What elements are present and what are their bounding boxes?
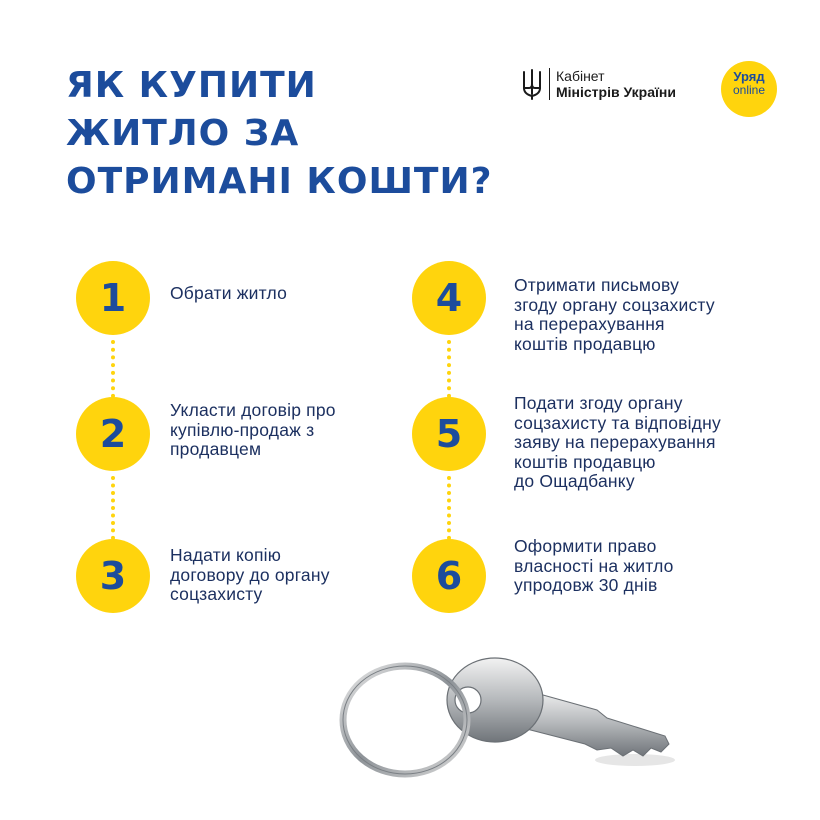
cabinet-logo-line-1: Кабінет xyxy=(556,68,605,84)
step-connector-dots xyxy=(111,476,115,540)
step-2-line-2: купівлю-продаж з xyxy=(170,419,315,440)
step-4-line-1: Отримати письмову xyxy=(514,275,680,295)
step-6-line-3: упродовж 30 днів xyxy=(514,575,658,595)
step-4-text xyxy=(514,276,715,354)
uryad-online-logo xyxy=(721,61,777,117)
step-3-line-2: договору до органу xyxy=(170,564,330,585)
step-4-number: 4 xyxy=(412,261,486,335)
cabinet-of-ministers-logo xyxy=(521,66,676,102)
trident-icon xyxy=(521,68,543,100)
step-2-line-1: Укласти договір про xyxy=(170,400,336,420)
step-5-text xyxy=(514,394,721,492)
step-1-number: 1 xyxy=(76,261,150,335)
step-5-line-5: до Ощадбанку xyxy=(514,471,635,491)
step-5-number: 5 xyxy=(412,397,486,471)
step-6-number: 6 xyxy=(412,539,486,613)
title-line-2: ЖИТЛО ЗА xyxy=(66,113,300,154)
step-5-line-4: коштів продавцю xyxy=(514,451,656,472)
step-2-line-3: продавцем xyxy=(170,439,262,459)
step-5-line-2: соцзахисту та відповідну xyxy=(514,412,721,433)
step-2-number: 2 xyxy=(76,397,150,471)
step-4-line-2: згоду органу соцзахисту xyxy=(514,294,715,315)
cabinet-logo-line-2: Міністрів України xyxy=(556,84,676,100)
title-line-3: ОТРИМАНІ КОШТИ? xyxy=(66,161,493,202)
uryad-logo-line-2: online xyxy=(732,83,766,97)
step-3-line-1: Надати копію xyxy=(170,545,282,565)
cabinet-logo-text xyxy=(556,68,676,100)
step-3-number: 3 xyxy=(76,539,150,613)
step-connector-dots xyxy=(447,340,451,398)
keys-on-ring-icon xyxy=(335,640,680,790)
step-4-line-3: на перерахування xyxy=(514,314,665,334)
step-4-line-4: коштів продавцю xyxy=(514,333,656,354)
key-shadow xyxy=(595,754,675,766)
step-5-line-3: заяву на перерахування xyxy=(514,432,716,452)
logo-divider xyxy=(549,68,550,100)
step-6-text xyxy=(514,537,674,596)
step-5-line-1: Подати згоду органу xyxy=(514,393,683,413)
key-ring xyxy=(343,666,467,774)
step-2-text xyxy=(170,401,336,460)
title-line-1: ЯК КУПИТИ xyxy=(66,65,317,106)
step-connector-dots xyxy=(111,340,115,398)
page-title xyxy=(66,62,493,206)
step-6-line-2: власності на житло xyxy=(514,555,674,576)
step-3-text xyxy=(170,546,330,605)
step-connector-dots xyxy=(447,476,451,540)
step-3-line-3: соцзахисту xyxy=(170,584,263,604)
step-1-line-1: Обрати житло xyxy=(170,283,288,303)
uryad-logo-line-1: Уряд xyxy=(733,69,765,84)
step-6-line-1: Оформити право xyxy=(514,536,657,556)
step-1-text xyxy=(170,284,287,304)
